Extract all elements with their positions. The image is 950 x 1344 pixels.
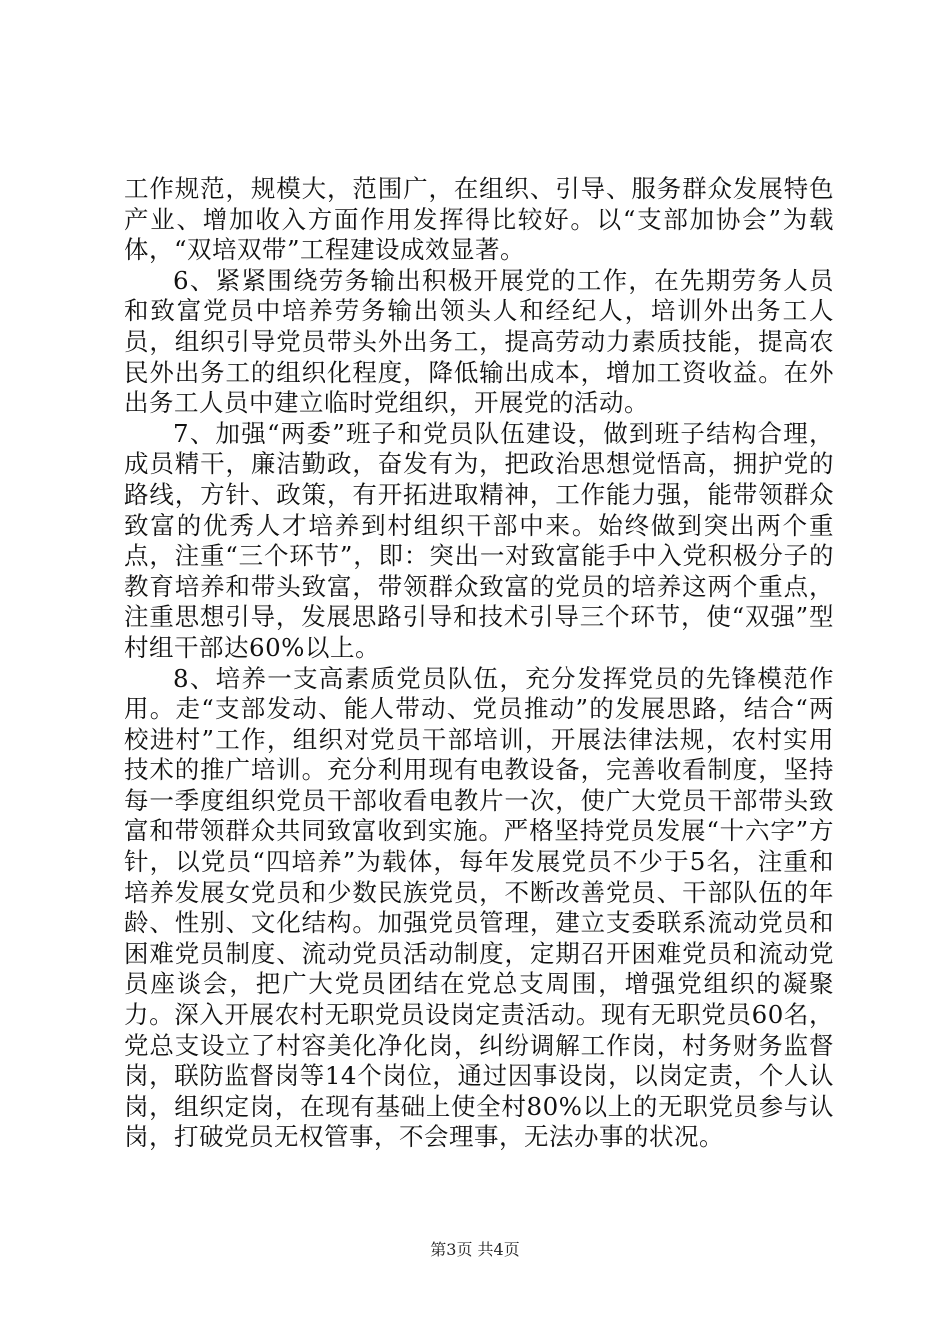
page-number-footer: 第3页 共4页 (430, 1240, 520, 1259)
paragraph-item-8: 8、培养一支高素质党员队伍，充分发挥党员的先锋模范作用。走“支部发动、能人带动、党员推动”的发展思路，结合“两校进村”工作，组织对党员干部培训，开展法律法规，农村实用技术的推广培训。充分利用现有电教设备，完善收看制度，坚持每一季度组织党员干部收看电教片一次，使广大党员干部带头致富和带领群众共同致富收到实施。严格坚持党员发展“十六字”方针，以党员“四培养”为载体，每年发展党员不少于5名，注重和培养发展女党员和少数民族党员，不断改善党员、干部队伍的年龄、性别、文化结构。加强党员管理，建立支委联系流动党员和困难党员制度、流动党员活动制度，定期召开困难党员和流动党员座谈会，把广大党员团结在党总支周围，增强党组织的凝聚力。深入开展农村无职党员设岗定责活动。现有无职党员60名，党总支设立了村容美化净化岗，纠纷调解工作岗，村务财务监督岗，联防监督岗等14个岗位，通过因事设岗，以岗定责，个人认岗，组织定岗，在现有基础上使全村80%以上的无职党员参与认岗，打破党员无权管事，不会理事，无法办事的状况。 (124, 663, 834, 1152)
paragraph-continuation: 工作规范，规模大，范围广，在组织、引导、服务群众发展特色产业、增加收入方面作用发挥得比较好。以“支部加协会”为载体，“双培双带”工程建设成效显著。 (124, 174, 834, 265)
paragraph-item-6: 6、紧紧围绕劳务输出积极开展党的工作，在先期劳务人员和致富党员中培养劳务输出领头人和经纪人，培训外出务工人员，组织引导党员带头外出务工，提高劳动力素质技能，提高农民外出务工的组织化程度，降低输出成本，增加工资收益。在外出务工人员中建立临时党组织，开展党的活动。 (124, 265, 834, 418)
paragraph-item-7: 7、加强“两委”班子和党员队伍建设，做到班子结构合理，成员精干，廉洁勤政，奋发有为，把政治思想觉悟高，拥护党的路线，方针、政策，有开拓进取精神，工作能力强，能带领群众致富的优秀人才培养到村组织干部中来。始终做到突出两个重点，注重“三个环节”，即：突出一对致富能手中入党积极分子的教育培养和带头致富，带领群众致富的党员的培养这两个重点，注重思想引导，发展思路引导和技术引导三个环节，使“双强”型村组干部达60%以上。 (124, 418, 834, 662)
document-body (124, 174, 834, 1153)
